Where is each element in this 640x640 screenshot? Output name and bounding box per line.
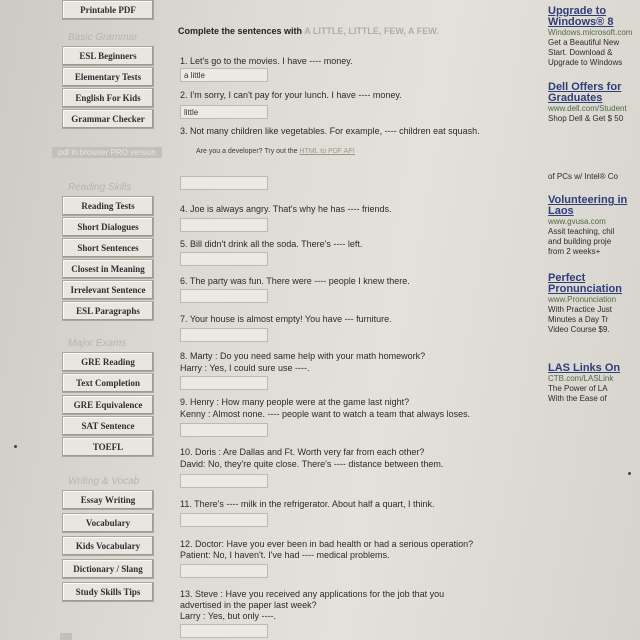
sidebar-item-essay-writing[interactable]: Essay Writing: [62, 490, 154, 510]
answer-input-11[interactable]: [180, 513, 268, 527]
question-7: 7. Your house is almost empty! You have --- furniture.: [180, 314, 392, 324]
ad-las-links-line2: With the Ease of: [548, 394, 607, 403]
answer-input-13[interactable]: [180, 624, 268, 638]
question-9: 9. Henry : How many people were at the game last night?: [180, 397, 410, 407]
ad-windows-url[interactable]: Windows.microsoft.com: [548, 28, 633, 37]
answer-input-9[interactable]: [180, 423, 268, 437]
sidebar-item-gre-reading[interactable]: GRE Reading: [62, 352, 154, 372]
question-9-line2: Kenny : Almost none. ---- people want to watch a team that always loses.: [180, 409, 471, 419]
question-2: 2. I'm sorry, I can't pay for your lunch. I have ---- money.: [180, 90, 402, 100]
question-12: 12. Doctor: Have you ever been in bad health or had a serious operation?: [180, 539, 474, 549]
ad-dell-title2[interactable]: Graduates: [548, 92, 603, 104]
sidebar-item-elementary-tests[interactable]: Elementary Tests: [62, 67, 154, 87]
ad-intel-line1: of PCs w/ Intel® Co: [548, 172, 618, 181]
sidebar-item-kids-vocabulary[interactable]: Kids Vocabulary: [62, 536, 154, 556]
ad-dell-url[interactable]: www.dell.com/Student: [548, 104, 627, 113]
ad-pronunciation-url[interactable]: www.Pronunciation: [548, 295, 617, 304]
pro-version-bar-bottom: [60, 633, 72, 640]
ad-volunteering-title[interactable]: Volunteering in: [548, 195, 628, 206]
ad-pronunciation[interactable]: [548, 273, 640, 335]
ad-volunteering-line1: Assit teaching, chil: [548, 227, 615, 236]
ad-dell[interactable]: [548, 82, 640, 124]
sidebar-heading-major-exams: Major Exams: [68, 338, 127, 349]
instruction-heading: [178, 26, 439, 36]
ad-windows-title[interactable]: Upgrade to: [548, 6, 607, 17]
sidebar-item-irrelevant-sentence[interactable]: Irrelevant Sentence: [62, 280, 154, 300]
ad-las-links-line1: The Power of LA: [548, 384, 608, 393]
ad-pronunciation-line2: Minutes a Day Tr: [548, 315, 609, 324]
sidebar-item-closest-in-meaning[interactable]: Closest in Meaning: [62, 259, 154, 279]
ad-pronunciation-title2[interactable]: Pronunciation: [548, 283, 622, 295]
ad-windows[interactable]: [548, 6, 640, 68]
html-to-pdf-link[interactable]: HTML to PDF API: [299, 148, 355, 155]
question-3: 3. Not many children like vegetables. For example, ---- children eat squash.: [180, 126, 480, 136]
ad-las-links-title[interactable]: LAS Links On: [548, 363, 621, 374]
answer-input-10[interactable]: [180, 474, 268, 488]
paper-speck: [14, 445, 17, 448]
ad-pronunciation-line3: Video Course $9.: [548, 325, 610, 334]
ad-pronunciation-title[interactable]: Perfect: [548, 273, 586, 284]
ad-las-links-url[interactable]: CTB.com/LASLink: [548, 374, 614, 383]
question-6: 6. The party was fun. There were ---- people I knew there.: [180, 276, 410, 286]
question-13-line3: Larry : Yes, but only ----.: [180, 611, 277, 621]
sidebar-item-toefl[interactable]: TOEFL: [62, 437, 154, 457]
ad-windows-line3: Upgrade to Windows: [548, 58, 623, 67]
developer-promo: [196, 148, 355, 155]
paper-speck: [628, 472, 631, 475]
sidebar-item-grammar-checker[interactable]: Grammar Checker: [62, 109, 154, 129]
sidebar-item-short-sentences[interactable]: Short Sentences: [62, 238, 154, 258]
sidebar-heading-writing-vocab: Writing & Vocab: [68, 476, 140, 487]
ad-las-links[interactable]: [548, 363, 640, 404]
question-11: 11. There's ---- milk in the refrigerator. About half a quart, I think.: [180, 499, 435, 509]
sidebar-item-english-for-kids[interactable]: English For Kids: [62, 88, 154, 108]
instruction-text: Complete the sentences with: [178, 26, 303, 36]
answer-input-3[interactable]: [180, 176, 268, 190]
sidebar-item-sat-sentence[interactable]: SAT Sentence: [62, 416, 154, 436]
ad-intel[interactable]: [548, 172, 640, 182]
sidebar-item-esl-beginners[interactable]: ESL Beginners: [62, 46, 154, 66]
sidebar-item-reading-tests[interactable]: Reading Tests: [62, 196, 154, 216]
ad-volunteering-title2[interactable]: Laos: [548, 205, 574, 217]
answer-input-4[interactable]: [180, 218, 268, 232]
sidebar-item-text-completion[interactable]: Text Completion: [62, 373, 154, 393]
question-12-line2: Patient: No, I haven't. I've had ---- medical problems.: [180, 550, 390, 560]
sidebar-item-dictionary-slang[interactable]: Dictionary / Slang: [62, 559, 154, 579]
developer-promo-text: Are you a developer? Try out the: [196, 148, 298, 155]
question-5: 5. Bill didn't drink all the soda. There's ---- left.: [180, 239, 363, 249]
sidebar-item-study-skills-tips[interactable]: Study Skills Tips: [62, 582, 154, 602]
answer-input-7[interactable]: [180, 328, 268, 342]
ad-volunteering-line2: and building proje: [548, 237, 612, 246]
sidebar-heading-reading-skills: Reading Skills: [68, 182, 132, 193]
question-10-line2: David: No, they're quite close. There's ---- distance between them.: [180, 459, 444, 469]
question-13: 13. Steve : Have you received any applications for the job that you: [180, 589, 445, 599]
question-8: 8. Marty : Do you need same help with your math homework?: [180, 351, 426, 361]
ad-volunteering-line3: from 2 weeks+: [548, 247, 601, 256]
instruction-words: A LITTLE, LITTLE, FEW, A FEW.: [304, 26, 439, 36]
ad-volunteering-url[interactable]: www.gvusa.com: [548, 217, 606, 226]
answer-input-12[interactable]: [180, 564, 268, 578]
answer-input-5[interactable]: [180, 252, 268, 266]
question-10: 10. Doris : Are Dallas and Ft. Worth very far from each other?: [180, 447, 425, 457]
question-8-line2: Harry : Yes, I could sure use ----.: [180, 363, 310, 373]
sidebar-heading-basic-grammar: Basic Grammar: [68, 32, 138, 43]
answer-input-2[interactable]: little: [180, 105, 268, 119]
ad-windows-line1: Get a Beautiful New: [548, 38, 620, 47]
ad-windows-title2[interactable]: Windows® 8: [548, 16, 614, 28]
ad-dell-line1: Shop Dell & Get $ 50: [548, 114, 624, 123]
printable-pdf-button[interactable]: Printable PDF: [62, 0, 154, 20]
sidebar-item-short-dialogues[interactable]: Short Dialogues: [62, 217, 154, 237]
answer-input-6[interactable]: [180, 289, 268, 303]
question-4: 4. Joe is always angry. That's why he has ---- friends.: [180, 204, 392, 214]
sidebar-item-esl-paragraphs[interactable]: ESL Paragraphs: [62, 301, 154, 321]
answer-input-1[interactable]: a little: [180, 68, 268, 82]
sidebar-item-gre-equivalence[interactable]: GRE Equivalence: [62, 395, 154, 415]
pro-version-bar[interactable]: pdf in browser PRO version: [52, 147, 162, 158]
question-1: 1. Let's go to the movies. I have ---- money.: [180, 56, 353, 66]
ad-volunteering[interactable]: [548, 195, 640, 257]
answer-input-8[interactable]: [180, 376, 268, 390]
sidebar-item-vocabulary[interactable]: Vocabulary: [62, 513, 154, 533]
ad-dell-title[interactable]: Dell Offers for: [548, 82, 622, 93]
ad-pronunciation-line1: With Practice Just: [548, 305, 613, 314]
question-13-line2: advertised in the paper last week?: [180, 600, 317, 610]
ad-windows-line2: Start. Download &: [548, 48, 613, 57]
